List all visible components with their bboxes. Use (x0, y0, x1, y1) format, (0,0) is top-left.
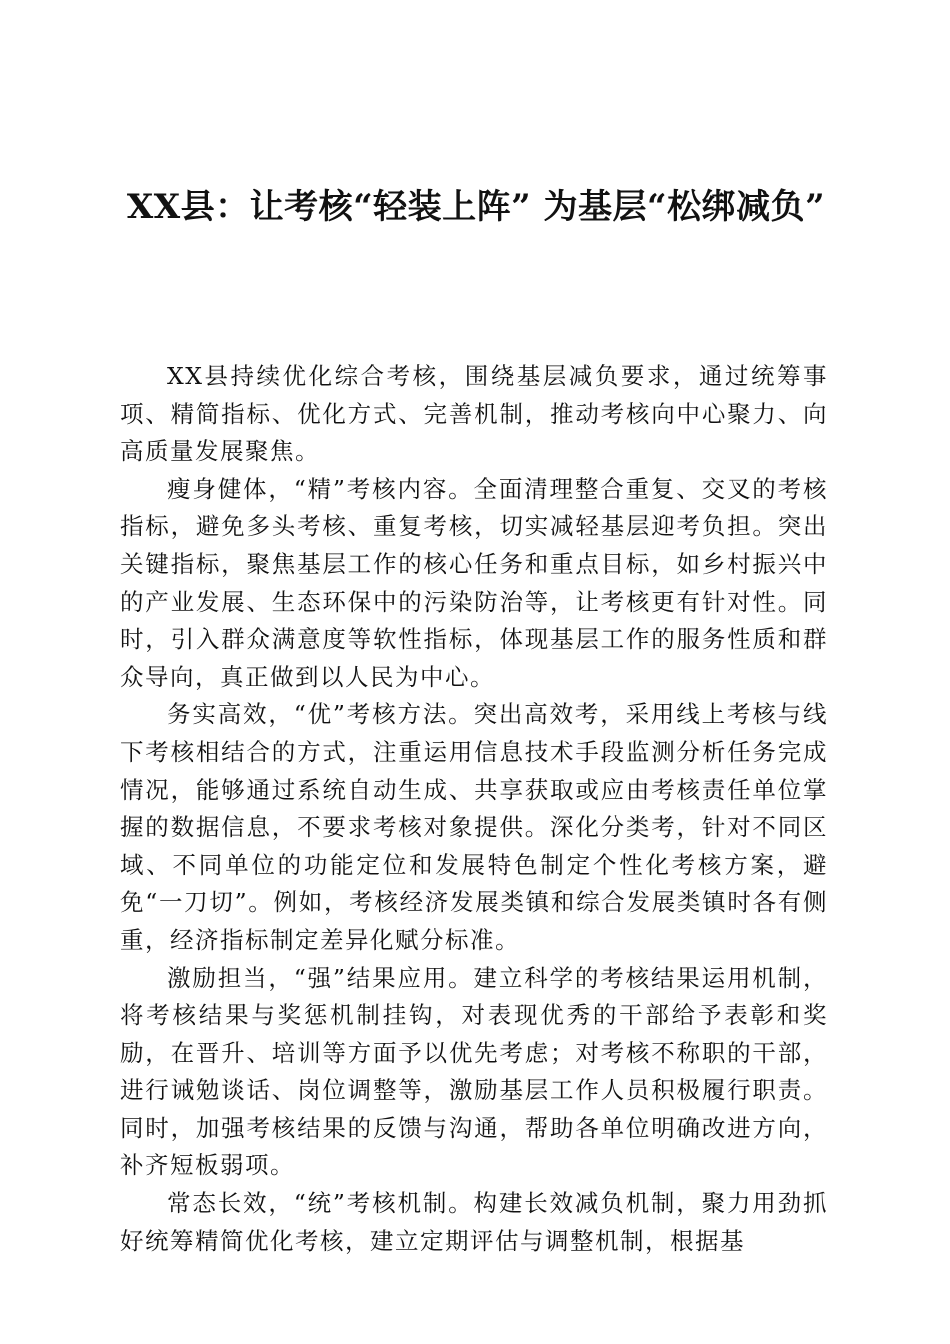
paragraph-content: 瘦身健体，“精”考核内容。全面清理整合重复、交叉的考核指标，避免多头考核、重复考核，切实减轻基层迎考负担。突出关键指标，聚焦基层工作的核心任务和重点目标，如乡村振兴中的产业发展、生态环保中的污染防治等，让考核更有针对性。同时，引入群众满意度等软性指标，体现基层工作的服务性质和群众导向，真正做到以人民为中心。 (120, 474, 828, 691)
document-title: XX县：让考核“轻装上阵” 为基层“松绑减负” (126, 187, 826, 227)
paragraph-intro: XX县持续优化综合考核，围绕基层减负要求，通过统筹事项、精简指标、优化方式、完善机制，推动考核向中心聚力、向高质量发展聚焦。 (120, 362, 828, 466)
paragraph-method: 务实高效，“优”考核方法。突出高效考，采用线上考核与线下考核相结合的方式，注重运用信息技术手段监测分析任务完成情况，能够通过系统自动生成、共享获取或应由考核责任单位掌握的数据信息，不要求考核对象提供。深化分类考，针对不同区域、不同单位的功能定位和发展特色制定个性化考核方案，避免“一刀切”。例如，考核经济发展类镇和综合发展类镇时各有侧重，经济指标制定差异化赋分标准。 (120, 700, 828, 954)
document-body (120, 358, 828, 1260)
paragraph-results: 激励担当，“强”结果应用。建立科学的考核结果运用机制，将考核结果与奖惩机制挂钩，对表现优秀的干部给予表彰和奖励，在晋升、培训等方面予以优先考虑；对考核不称职的干部，进行诫勉谈话、岗位调整等，激励基层工作人员积极履行职责。同时，加强考核结果的反馈与沟通，帮助各单位明确改进方向，补齐短板弱项。 (120, 963, 828, 1180)
paragraph-mechanism: 常态长效，“统”考核机制。构建长效减负机制，聚力用劲抓好统筹精简优化考核，建立定期评估与调整机制，根据基 (120, 1189, 828, 1255)
